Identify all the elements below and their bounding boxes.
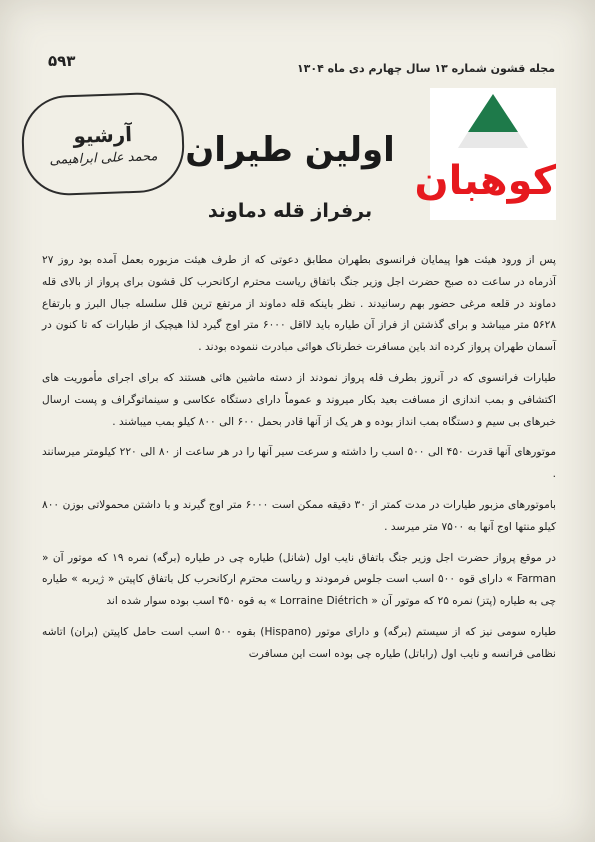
article-body <box>42 250 556 675</box>
paragraph: موتورهای آنها قدرت ۴۵۰ الی ۵۰۰ اسب را داشته و سرعت سیر آنها را در هر ساعت از ۸۰ الی ۲۲۰ کیلومتر میرسانند . <box>42 446 556 481</box>
paragraph: در موقع پرواز حضرت اجل وزیر جنگ باتفاق نایب اول (شانل) طیاره چی در طیاره (برگه) نمره ۱۹ که موتور آن « Farman » دارای قوه ۵۰۰ اسب است جلوس فرمودند و ریاست محترم ارکانحرب کل باتفاق کاپیتن « ژیربه » طیاره چی به طیاره (پتز) نمره ۲۵ که موتور آن « Lorraine Diétrich » به قوه ۴۵۰ اسب بوده سوار شده اند <box>42 551 556 608</box>
kouhban-logo <box>414 88 556 220</box>
paragraph: طیارات فرانسوی که در آنروز بطرف قله پرواز نمودند از دسته ماشین هائی هستند که برای اجرای مأموریت های اکتشافی و بمب اندازی از مسافت بعید بکار میروند و عموماً دارای دستگاه عکاسی و سینماتوگراف و پست ارسال خبرهای بی سیم و دستگاه بمب انداز بوده و هر یک از آنها قادر بحمل ۶۰۰ الی ۸۰۰ کیلو بمب میباشند . <box>42 371 556 428</box>
article-title: اولین طیران <box>185 130 395 170</box>
stamp-line-2: محمد علی ابراهیمی <box>49 148 158 168</box>
mountain-icon <box>448 92 538 162</box>
page-number: ۵۹۳ <box>48 52 76 70</box>
paragraph: باموتورهای مزبور طیارات در مدت کمتر از ۳۰ دقیقه ممکن است ۶۰۰۰ متر اوج گیرند و با داشتن محمولاتی بوزن ۸۰۰ کیلو منتها اوج آنها به ۷۵۰۰ متر میرسد . <box>42 498 557 533</box>
logo-text: کوهبان <box>414 158 556 204</box>
stamp-line-1: آرشیو <box>72 121 133 148</box>
paragraph: پس از ورود هیئت هوا پیمایان فرانسوی بطهران مطابق دعوتی که از طرف هیئت مزبوره بعمل آمده بود روز ۲۷ آذرماه در ساعت ده صبح حضرت اجل وزیر جنگ باتفاق ریاست محترم ارکانحرب کل قشون برای پرواز از بالای قله دماوند در قلعه مرغی حضور بهم رسانیدند . نظر باینکه قله دماوند از مرتفع ترین قلل سلسله جبال البرز و بارتفاع ۵۶۲۸ متر میباشد و برای گذشتن از فراز آن طیاره باید لااقل ۶۰۰۰ متر اوج گیرد لذا هیچیک از طیارات که تا کنون در آسمان طهران پرواز کرده اند باین مسافرت خطرناک هوائی مبادرت ننموده بودند . <box>42 254 556 354</box>
journal-header: مجله قشون شماره ۱۳ سال چهارم دی ماه ۱۳۰۴ <box>296 62 555 75</box>
article-subtitle: برفراز قله دماوند <box>207 200 373 222</box>
paragraph: طیاره سومی نیز که از سیستم (برگه) و دارای موتور (Hispano) بقوه ۵۰۰ اسب است حامل کاپیتن (بران) اتاشه نظامی فرانسه و نایب اول (راباتل) طیاره چی بوده است این مسافرت <box>42 625 556 660</box>
